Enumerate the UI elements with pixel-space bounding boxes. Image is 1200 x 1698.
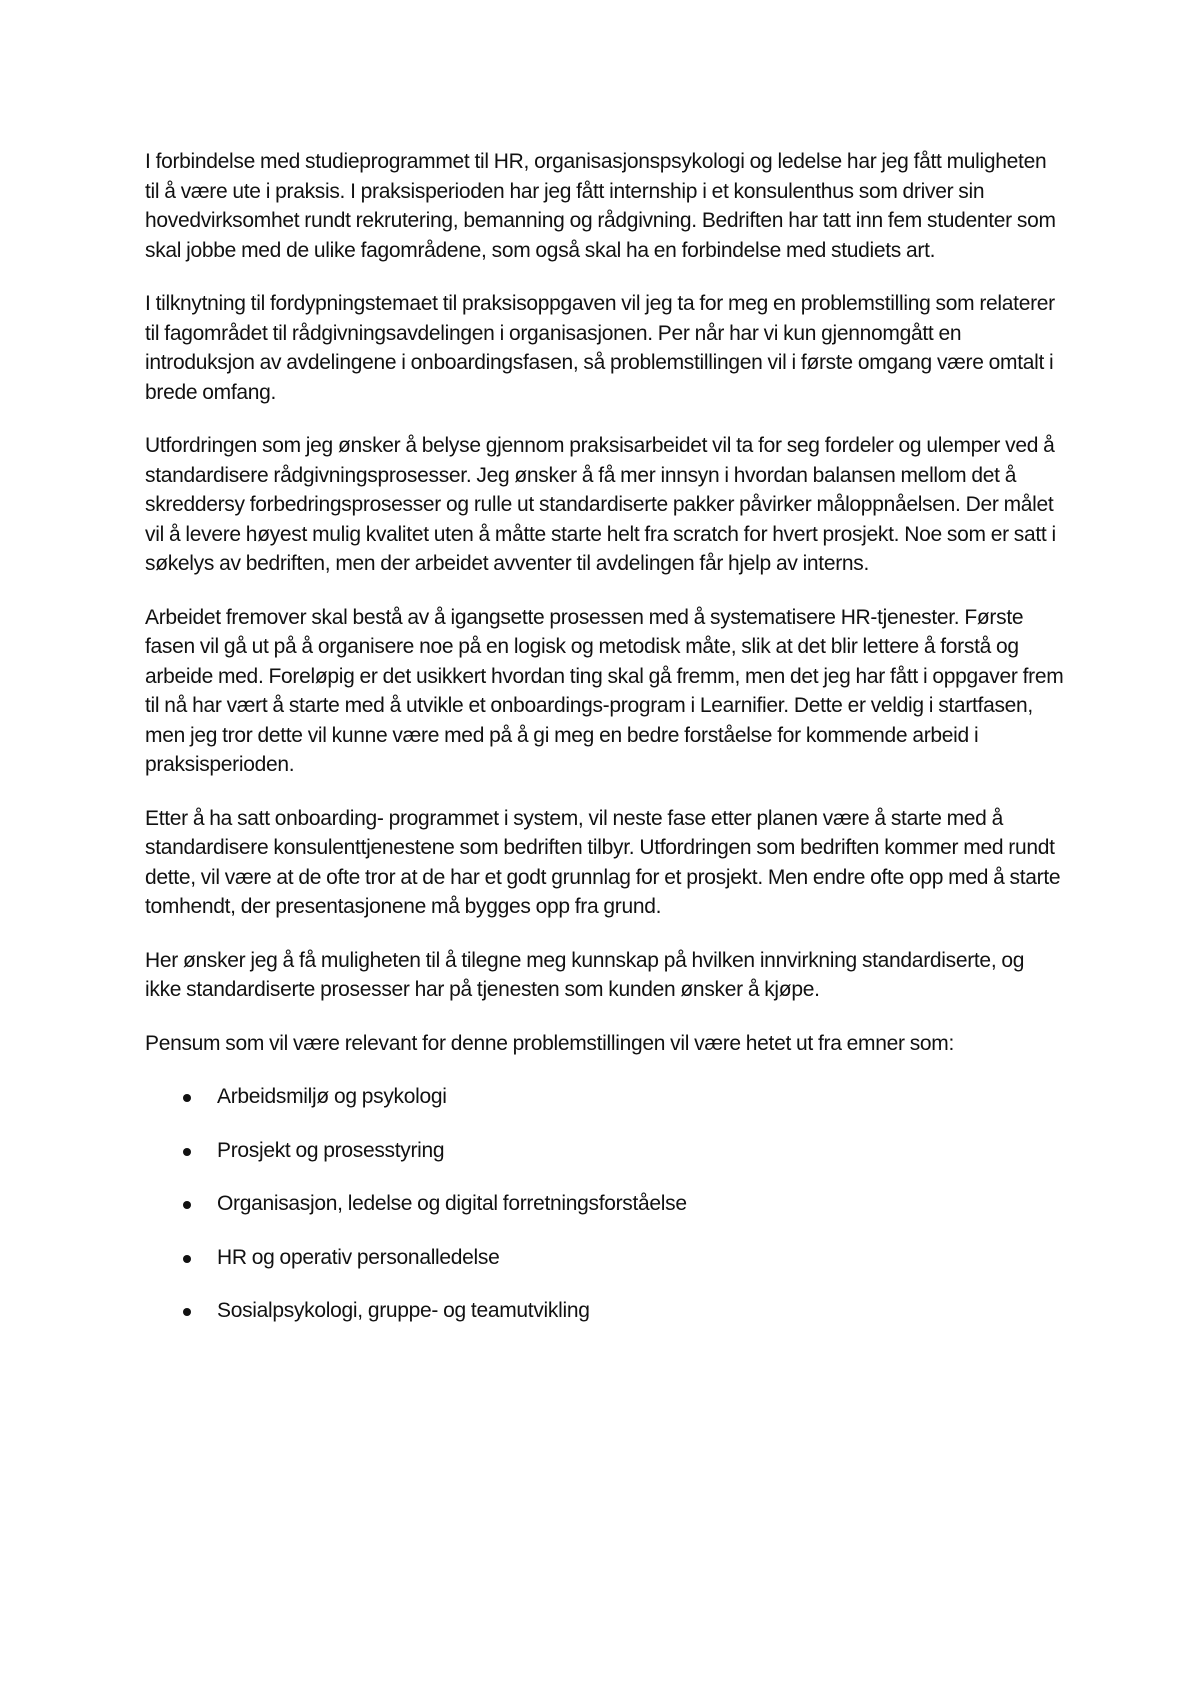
paragraph-next-phase: Etter å ha satt onboarding- programmet i system, vil neste fase etter planen være å starte med å standardisere konsulenttjenestene som bedriften tilbyr. Utfordringen som bedriften kommer med rundt dette, vil være at de ofte tror at de har et godt grunnlag for et prosjekt. Men endre ofte opp med å starte tomhendt, der presentasjonene må bygges opp fra grund. <box>145 806 1061 918</box>
bullet-icon <box>183 1201 191 1209</box>
list-item-label: Prosjekt og prosesstyring <box>217 1138 445 1162</box>
list-item-label: Sosialpsykologi, gruppe- og teamutvikling <box>217 1299 590 1322</box>
list-item <box>145 1082 1065 1112</box>
list-item <box>145 1136 1065 1166</box>
list-item-label: Arbeidsmiljø og psykologi <box>217 1085 447 1108</box>
paragraph-challenge: Utfordringen som jeg ønsker å belyse gjennom praksisarbeidet vil ta for seg fordeler og ulemper ved å standardisere rådgivningsprosesser. Jeg ønsker å få mer innsyn i hvordan balansen mellom det å skreddersy forbedringsprosesser og rulle ut standardiserte pakker påvirker måloppnåelsen. Der målet vil å levere høyest mulig kvalitet uten å måtte starte helt fra scratch for hvert prosjekt. Noe som er satt i søkelys av bedriften, men der arbeidet avventer til avdelingen får hjelp av interns. <box>145 434 1056 575</box>
bullet-icon <box>183 1308 191 1316</box>
bullet-icon <box>183 1255 191 1263</box>
bullet-icon <box>183 1148 191 1156</box>
curriculum-list <box>145 1082 1065 1326</box>
paragraph-work-ahead: Arbeidet fremover skal bestå av å igangsette prosessen med å systematisere HR-tjenester. Første fasen vil gå ut på å organisere noe på en logisk og metodisk måte, slik at det blir lettere å forstå og arbeide med. Foreløpig er det usikkert hvordan ting skal gå fremm, men det jeg har fått i oppgaver frem til nå har vært å starte med å utvikle et onboardings-program i Learnifier. Dette er veldig i startfasen, men jeg tror dette vil kunne være med på å gi meg en bedre forståelse for kommende arbeid i praksisperioden. <box>145 605 1064 776</box>
paragraph-intro: I forbindelse med studieprogrammet til HR, organisasjonspsykologi og ledelse har jeg fått muligheten til å være ute i praksis. I praksisperioden har jeg fått internship i et konsulenthus som driver sin hovedvirksomhet rundt rekrutering, bemanning og rådgivning. Bedriften har tatt inn fem studenter som skal jobbe med de ulike fagområdene, som også skal ha en forbindelse med studiets art. <box>145 150 1056 262</box>
paragraph-curriculum: Pensum som vil være relevant for denne problemstillingen vil være hetet ut fra emner som: <box>145 1031 954 1055</box>
bullet-icon <box>183 1094 191 1102</box>
list-item-label: Organisasjon, ledelse og digital forretningsforståelse <box>217 1192 687 1215</box>
list-item-label: HR og operativ personalledelse <box>217 1245 500 1269</box>
paragraph-topic: I tilknytning til fordypningstemaet til praksisoppgaven vil jeg ta for meg en problemstilling som relaterer til fagområdet til rådgivningsavdelingen i organisasjonen. Per når har vi kun gjennomgått en introduksjon av avdelingene i onboardingsfasen, så problemstillingen vil i første omgang være omtalt i brede omfang. <box>145 292 1055 404</box>
list-item <box>145 1296 1065 1326</box>
paragraph-goal: Her ønsker jeg å få muligheten til å tilegne meg kunnskap på hvilken innvirkning standardiserte, og ikke standardiserte prosesser har på tjenesten som kunden ønsker å kjøpe. <box>145 948 1025 1001</box>
list-item <box>145 1243 1065 1273</box>
list-item <box>145 1189 1065 1219</box>
document-body <box>145 147 1065 1350</box>
